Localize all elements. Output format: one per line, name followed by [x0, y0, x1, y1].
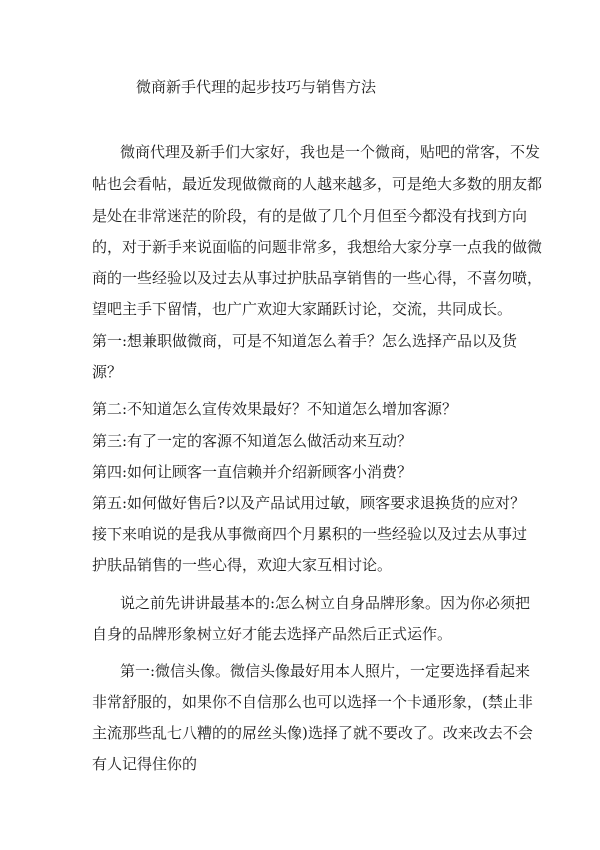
paragraph-line: 望吧主手下留情，也广广欢迎大家踊跃讨论，交流，共同成长。 — [92, 300, 513, 318]
question-line: 第五:如何做好售后?以及产品试用过敏，顾客要求退换货的应对？ — [92, 494, 526, 512]
document-title: 微商新手代理的起步技巧与销售方法 — [136, 78, 377, 96]
paragraph-line: 第一:微信头像。微信头像最好用本人照片，一定要选择看起来 — [120, 662, 531, 680]
paragraph-line: 微商代理及新手们大家好，我也是一个微商，贴吧的常客，不发 — [120, 143, 541, 161]
question-line: 源？ — [92, 363, 123, 381]
question-line: 第四:如何让顾客一直信赖并介绍新顾客小消费？ — [92, 463, 413, 481]
paragraph-line: 帖也会看帖，最近发现做微商的人越来越多，可是绝大多数的朋友都 — [92, 175, 543, 193]
question-line: 第三:有了一定的客源不知道怎么做活动来互动？ — [92, 432, 413, 450]
paragraph-line: 主流那些乱七八糟的的屌丝头像)选择了就不要改了。改来改去不会 — [92, 724, 533, 742]
paragraph-line: 接下来咱说的是我从事微商四个月累积的一些经验以及过去从事过 — [92, 525, 528, 543]
question-line: 第二:不知道怎么宣传效果最好？不知道怎么增加客源？ — [92, 400, 458, 418]
paragraph-line: 商的一些经验以及过去从事过护肤品享销售的一些心得，不喜勿喷， — [92, 269, 543, 287]
paragraph-line: 护肤品销售的一些心得，欢迎大家互相讨论。 — [92, 556, 393, 574]
paragraph-line: 自身的品牌形象树立好才能去选择产品然后正式运作。 — [92, 625, 453, 643]
paragraph-line: 有人记得住你的 — [92, 755, 198, 773]
paragraph-line: 的，对于新手来说面临的问题非常多，我想给大家分享一点我的做微 — [92, 238, 543, 256]
question-line: 第一:想兼职做微商，可是不知道怎么着手？怎么选择产品以及货 — [92, 332, 518, 350]
paragraph-line: 是处在非常迷茫的阶段，有的是做了几个月但至今都没有找到方向 — [92, 207, 528, 225]
paragraph-line: 非常舒服的，如果你不自信那么也可以选择一个卡通形象，(禁止非 — [92, 693, 533, 711]
paragraph-line: 说之前先讲讲最基本的:怎么树立自身品牌形象。因为你必须把 — [120, 594, 531, 612]
